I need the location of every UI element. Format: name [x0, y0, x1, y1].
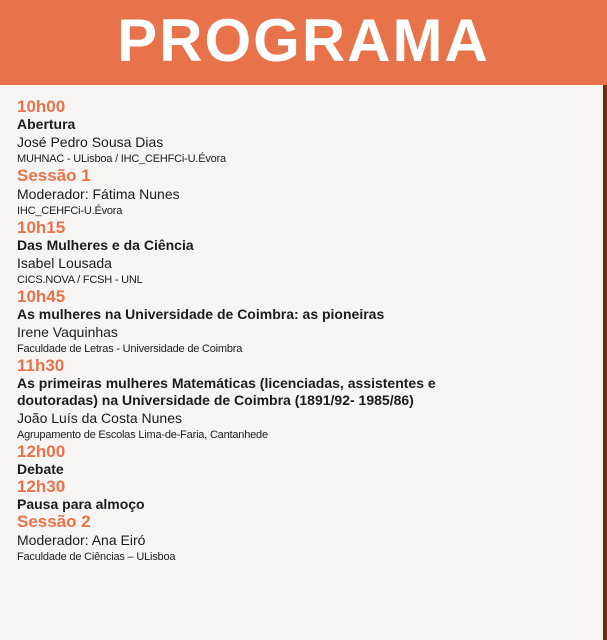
item-title: As primeiras mulheres Matemáticas (licenciadas, assistentes e doutoradas) na Universidade de Coimbra (1891/92- 1985/86)	[17, 375, 436, 408]
item-affiliation: MUHNAC - ULisboa / IHC_CEHFCi-U.Évora	[17, 153, 226, 165]
item-speaker: José Pedro Sousa Dias	[17, 134, 164, 150]
item-time: Sessão 1	[17, 166, 91, 185]
item-speaker: Irene Vaquinhas	[17, 324, 118, 340]
item-time: 11h30	[17, 356, 65, 375]
item-affiliation: Faculdade de Letras - Universidade de Coimbra	[17, 343, 243, 355]
program-item	[17, 513, 597, 565]
item-speaker: Moderador: Fátima Nunes	[17, 186, 180, 202]
item-time: 12h00	[17, 442, 66, 461]
item-affiliation: IHC_CEHFCi-U.Évora	[17, 205, 123, 217]
item-affiliation: CICS.NOVA / FCSH - UNL	[17, 274, 143, 286]
item-time: 10h45	[17, 287, 66, 306]
item-time: 10h00	[17, 97, 66, 116]
page-edge	[603, 85, 607, 640]
item-affiliation: Agrupamento de Escolas Lima-de-Faria, Cantanhede	[17, 429, 268, 441]
program-item	[17, 219, 597, 288]
program-item	[17, 443, 597, 478]
item-title: Pausa para almoço	[17, 496, 145, 512]
program-list	[17, 98, 597, 565]
item-speaker: João Luís da Costa Nunes	[17, 410, 182, 426]
item-title: Debate	[17, 461, 64, 477]
item-time: 10h15	[17, 218, 66, 237]
page-title: PROGRAMA	[117, 7, 490, 74]
program-item	[17, 288, 597, 357]
item-speaker: Isabel Lousada	[17, 255, 112, 271]
program-item	[17, 98, 597, 167]
item-affiliation: Faculdade de Ciências – ULisboa	[17, 551, 176, 563]
item-title: Abertura	[17, 116, 76, 132]
item-title: As mulheres na Universidade de Coimbra: as pioneiras	[17, 306, 385, 322]
program-item	[17, 478, 597, 513]
program-item	[17, 167, 597, 219]
program-item	[17, 357, 597, 443]
header-banner	[0, 0, 607, 85]
item-speaker: Moderador: Ana Eiró	[17, 532, 146, 548]
item-time: Sessão 2	[17, 512, 91, 531]
item-time: 12h30	[17, 477, 66, 496]
item-title: Das Mulheres e da Ciência	[17, 237, 194, 253]
